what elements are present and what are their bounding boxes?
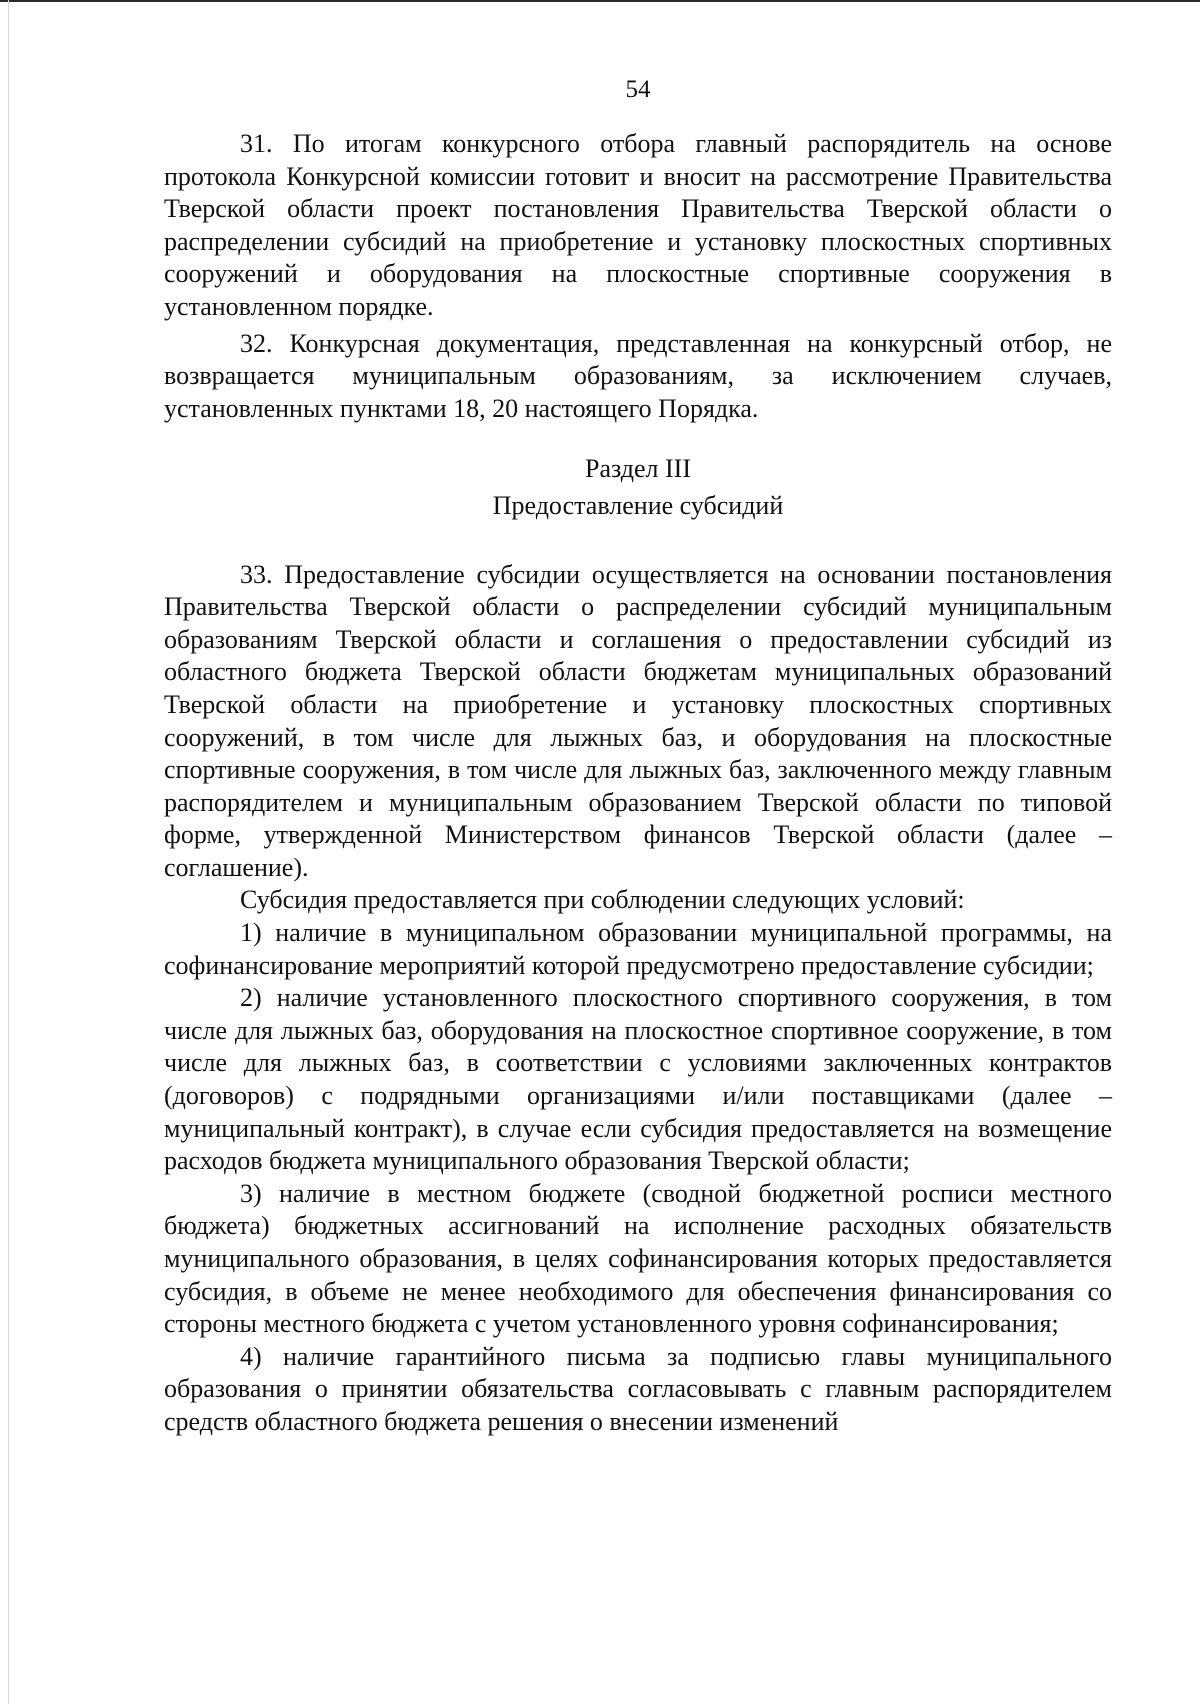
- section-title: Предоставление субсидий: [492, 490, 784, 520]
- scan-top-edge: [0, 0, 1200, 2]
- condition-1: 1) наличие в муниципальном образовании муниципальной программы, на софинансирование мероприятий которой предусмотрено предоставление субсидии;: [164, 918, 1112, 980]
- conditions-intro: Субсидия предоставляется при соблюдении следующих условий:: [240, 885, 965, 915]
- paragraph-31: 31. По итогам конкурсного отбора главный распорядитель на основе протокола Конкурсной комиссии готовит и вносит на рассмотрение Правительства Тверской области проект постановления Правительства Тверской области о распределении субсидий на приобретение и установку плоскостных спортивных сооружений и оборудования на плоскостные спортивные сооружения в установленном порядке.: [164, 129, 1112, 321]
- condition-4: 4) наличие гарантийного письма за подписью главы муниципального образования о принятии обязательства согласовывать с главным распорядителем средств областного бюджета решения о внесении изменений: [164, 1341, 1112, 1436]
- section-number: Раздел III: [584, 454, 692, 484]
- condition-3: 3) наличие в местном бюджете (сводной бюджетной росписи местного бюджета) бюджетных ассигнований на исполнение расходных обязательств муниципального образования, в целях софинансирования которых предоставляется субсидия, в объеме не менее необходимого для обеспечения финансирования со стороны местного бюджета с учетом установленного уровня софинансирования;: [164, 1178, 1112, 1339]
- section-heading: [164, 453, 1112, 522]
- page-number: 54: [625, 76, 651, 103]
- paragraph-33: 33. Предоставление субсидии осуществляется на основании постановления Правительства Тверской области о распределении субсидий муниципальным образованиям Тверской области и соглашения о предоставлении субсидий из областного бюджета Тверской области бюджетам муниципальных образований Тверской области на приобретение и установку плоскостных спортивных сооружений, в том числе для лыжных баз, и оборудования на плоскостные спортивные сооружения, в том числе для лыжных баз, заключенного между главным распорядителем и муниципальным образованием Тверской области по типовой форме, утвержденной Министерством финансов Тверской области (далее – соглашение).: [164, 559, 1112, 882]
- condition-2: 2) наличие установленного плоскостного спортивного сооружения, в том числе для лыжных баз, оборудования на плоскостное спортивное сооружение, в том числе для лыжных баз, в соответствии с условиями заключенных контрактов (договоров) с подрядными организациями и/или поставщиками (далее – муниципальный контракт), в случае если субсидия предоставляется на возмещение расходов бюджета муниципального образования Тверской области;: [164, 983, 1112, 1176]
- document-page: [164, 70, 1112, 1439]
- scan-left-edge: [8, 0, 9, 1704]
- paragraph-32: 32. Конкурсная документация, представленная на конкурсный отбор, не возвращается муниципальным образованиям, за исключением случаев, установленных пунктами 18, 20 настоящего Порядка.: [164, 328, 1112, 423]
